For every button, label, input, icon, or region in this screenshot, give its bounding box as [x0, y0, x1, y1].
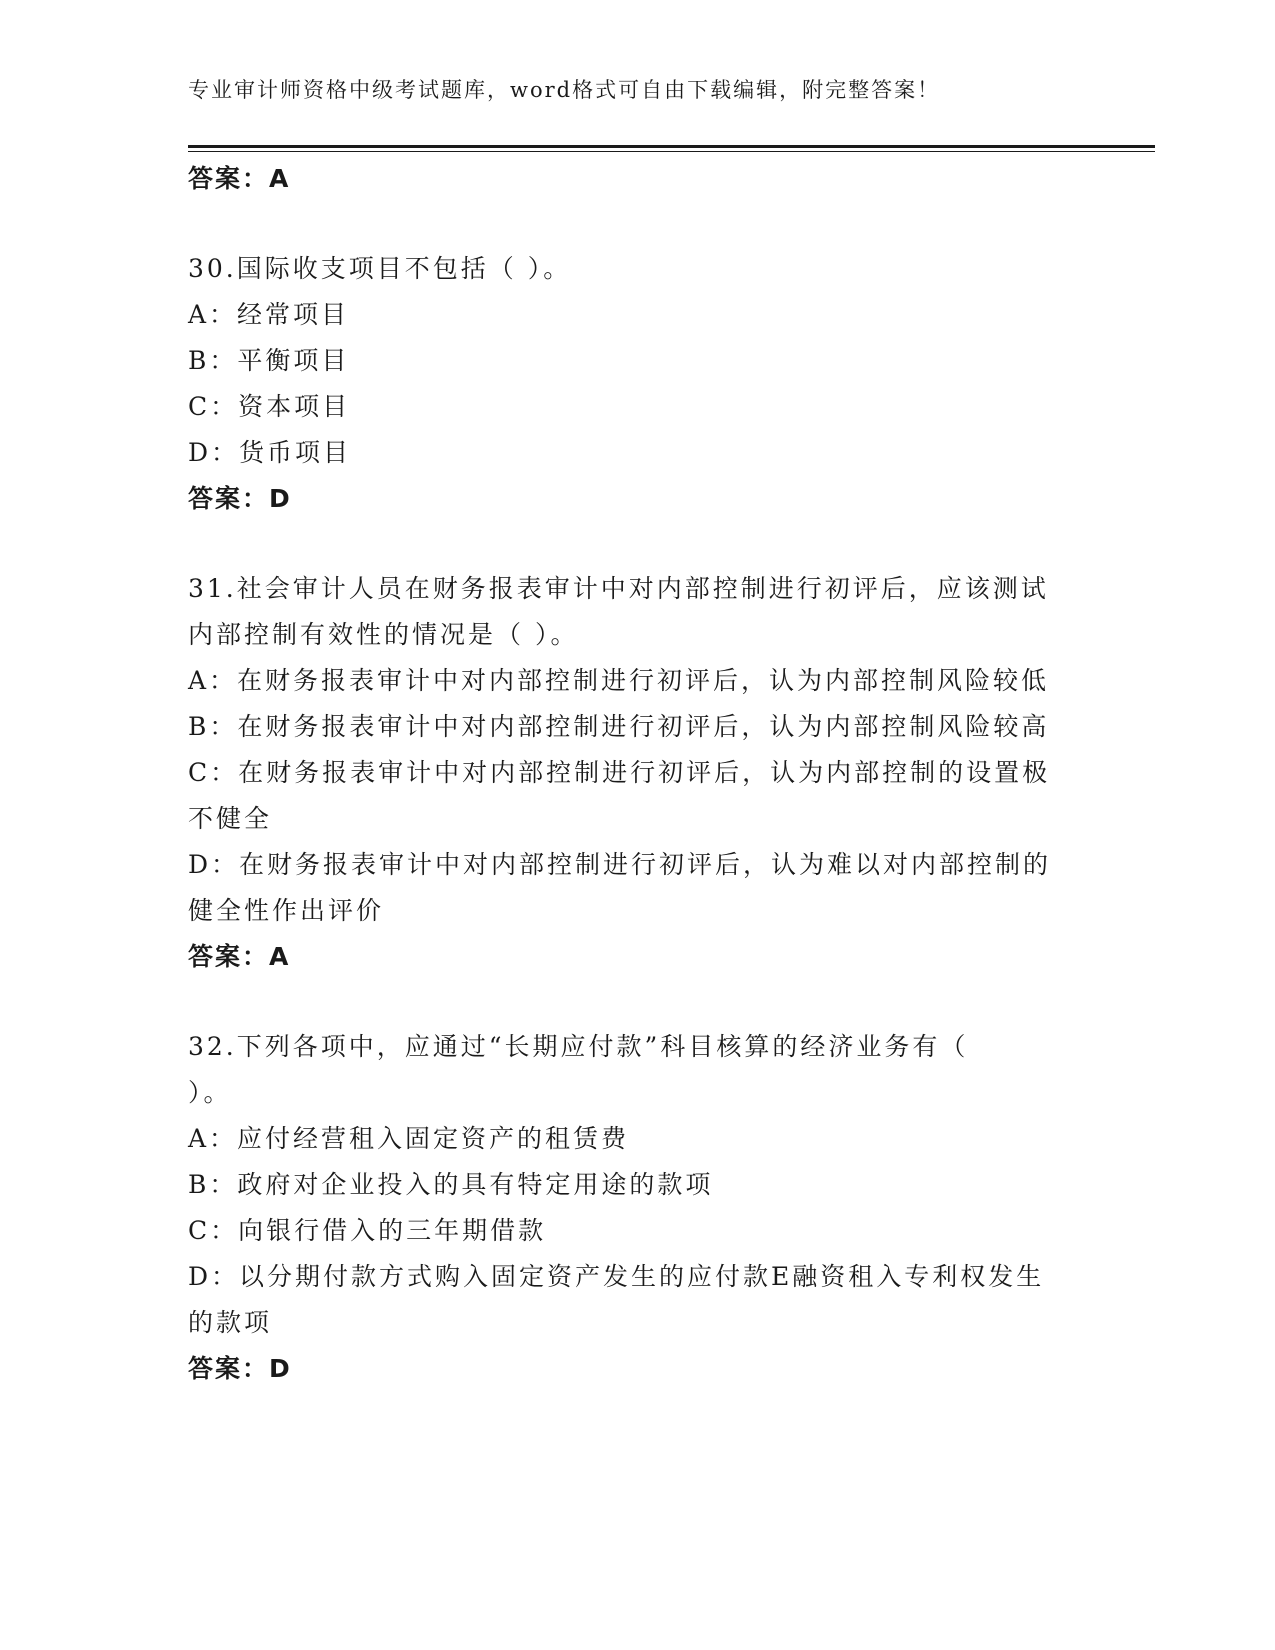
previous-answer: 答案：A — [188, 164, 291, 193]
question-31 — [188, 566, 1088, 980]
option-d: D：货币项目 — [188, 438, 352, 467]
answer: 答案：A — [188, 942, 291, 971]
option-c: C：在财务报表审计中对内部控制进行初评后，认为内部控制的设置极 — [188, 758, 1051, 787]
option-a: A：在财务报表审计中对内部控制进行初评后，认为内部控制风险较低 — [188, 666, 1050, 695]
question-stem-line: 32.下列各项中，应通过“长期应付款”科目核算的经济业务有（ — [188, 1032, 969, 1061]
question-stem-line: ）。 — [188, 1078, 232, 1107]
page-header: 专业审计师资格中级考试题库，word格式可自由下载编辑，附完整答案！ — [188, 78, 941, 102]
option-a: A：经常项目 — [188, 300, 350, 329]
answer: 答案：D — [188, 1354, 292, 1383]
document-content — [188, 156, 1088, 1392]
option-a: A：应付经营租入固定资产的租赁费 — [188, 1124, 630, 1153]
spacer — [188, 980, 1088, 1024]
spacer — [188, 522, 1088, 566]
option-d-continued: 的款项 — [188, 1308, 273, 1337]
question-30 — [188, 246, 1088, 522]
question-stem-line: 内部控制有效性的情况是（ ）。 — [188, 620, 579, 649]
header-rule-thin — [188, 151, 1155, 152]
answer: 答案：D — [188, 484, 292, 513]
option-b: B：在财务报表审计中对内部控制进行初评后，认为内部控制风险较高 — [188, 712, 1050, 741]
option-c: C：向银行借入的三年期借款 — [188, 1216, 547, 1245]
option-d: D：以分期付款方式购入固定资产发生的应付款E融资租入专利权发生 — [188, 1262, 1045, 1291]
question-stem-line: 31.社会审计人员在财务报表审计中对内部控制进行初评后，应该测试 — [188, 574, 1049, 603]
question-32 — [188, 1024, 1088, 1392]
option-d: D：在财务报表审计中对内部控制进行初评后，认为难以对内部控制的 — [188, 850, 1052, 879]
option-c: C：资本项目 — [188, 392, 351, 421]
option-b: B：政府对企业投入的具有特定用途的款项 — [188, 1170, 714, 1199]
spacer — [188, 202, 1088, 246]
option-d-continued: 健全性作出评价 — [188, 896, 385, 925]
question-stem-line: 30.国际收支项目不包括（ ）。 — [188, 254, 572, 283]
option-b: B：平衡项目 — [188, 346, 350, 375]
option-c-continued: 不健全 — [188, 804, 273, 833]
header-rule-thick — [188, 145, 1155, 148]
